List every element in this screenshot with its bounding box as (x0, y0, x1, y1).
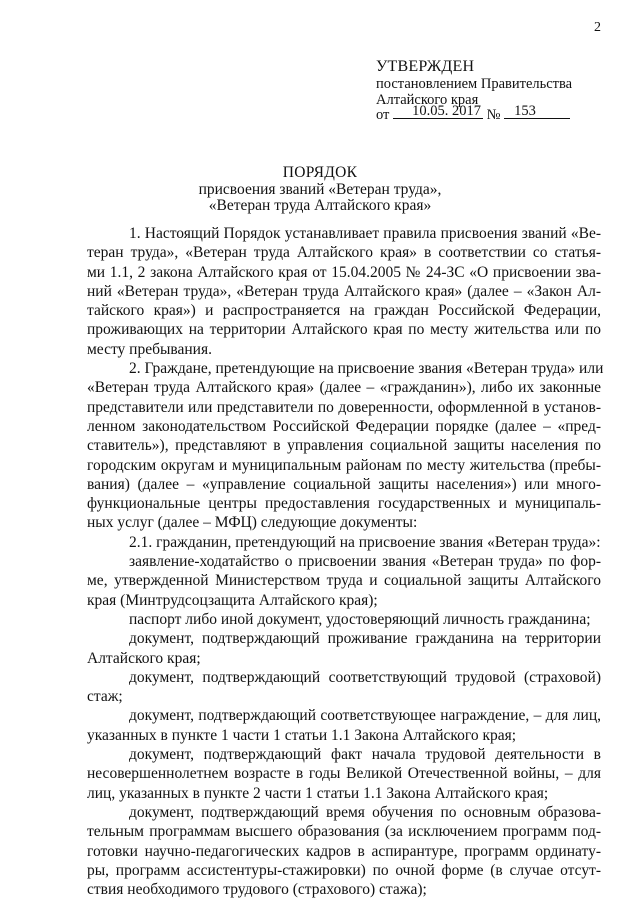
document-title (0, 165, 640, 215)
body-line: ме, утвержденной Министерством труда и социальной защиты Алтайского (87, 572, 601, 590)
body-line: вания) (далее – «управление социальной защиты населения») или много- (87, 475, 601, 493)
body-line: тайского края») и распространяется на граждан Российской Федерации, (87, 302, 601, 320)
body-line: тельным программам высшего образования (за исключением программ под- (87, 823, 601, 841)
body-line: стаж; (87, 688, 123, 706)
body-line: ленном законодательством Российской Федерации порядке (далее – «пред- (87, 417, 601, 435)
body-line: «Ветеран труда Алтайского края» (далее – «гражданин»), либо их законные (87, 379, 601, 397)
body-line: несовершеннолетнем возрасте в годы Великой Отечественной войны, – для (87, 765, 601, 783)
body-line: документ, подтверждающий факт начала трудовой деятельности в (129, 746, 601, 764)
body-line: указанных в пункте 1 части 1 статьи 1.1 Закона Алтайского края; (87, 726, 517, 744)
body-line: 2.1. гражданин, претендующий на присвоение звания «Ветеран труда»: (129, 533, 601, 551)
body-line: ми 1.1, 2 закона Алтайского края от 15.04.2005 № 24-ЗС «О присвоении зва- (87, 263, 601, 281)
body-line: паспорт либо иной документ, удостоверяющий личность гражданина; (129, 610, 591, 628)
body-line: документ, подтверждающий соответствующее награждение, – для лиц, (129, 707, 601, 725)
from-label: от (376, 107, 390, 123)
approval-line-1: постановлением Правительства (376, 76, 573, 92)
title-line-1: присвоения званий «Ветеран труда», (198, 180, 442, 198)
body-line: готовки научно-педагогических кадров в аспирантуре, программ ординату- (87, 842, 601, 860)
approval-stamp: УТВЕРЖДЕН (376, 58, 475, 75)
approval-line-2: Алтайского края (376, 91, 479, 108)
number-label: № (486, 107, 501, 123)
body-line: края (Минтрудсоцзащита Алтайского края); (87, 591, 378, 609)
body-line: функциональные центры предоставления государственных и муниципаль- (87, 495, 601, 513)
body-line: ствия необходимого трудового (страхового) стажа); (87, 881, 427, 899)
body-line: заявление-ходатайство о присвоении звания «Ветеран труда» по фор- (129, 553, 601, 571)
title-line-2: «Ветеран труда Алтайского края» (208, 197, 432, 214)
body-line: документ, подтверждающий проживание гражданина на территории (129, 630, 601, 648)
body-line: проживающих на территории Алтайского края по месту жительства или по (87, 321, 601, 339)
body-line: городским округам и муниципальным районам по месту жительства (пребы- (87, 456, 601, 474)
page-number: 2 (594, 20, 601, 35)
body-line: лиц, указанных в пункте 2 части 1 статьи 1.1 Закона Алтайского края; (87, 784, 549, 802)
approval-block (376, 58, 616, 124)
body-line: месту пребывания. (87, 340, 212, 358)
body-line: ний «Ветеран труда», «Ветеран труда Алтайского края» (далее – «Закон Ал- (87, 282, 601, 300)
body-line: ры, программ ассистентуры-стажировки) по очной форме (в случае отсут- (87, 861, 601, 879)
body-line: документ, подтверждающий соответствующий трудовой (страховой) (129, 668, 601, 686)
approval-date: 10.05. 2017 (393, 104, 483, 119)
document-body (87, 224, 604, 899)
body-line: ставитель»), представляют в управления социальной защиты населения по (87, 437, 601, 455)
approval-date-line (376, 103, 616, 124)
body-line: ных услуг (далее – МФЦ) следующие документы: (87, 514, 418, 532)
body-line: Алтайского края; (87, 649, 201, 667)
body-line: документ, подтверждающий время обучения по основным образова- (129, 803, 601, 821)
body-line: теран труда», «Ветеран труда Алтайского края» в соответствии со статья- (87, 244, 601, 262)
title-heading: ПОРЯДОК (282, 164, 358, 181)
approval-number: 153 (504, 104, 570, 119)
body-line: 2. Граждане, претендующие на присвоение звания «Ветеран труда» или (129, 360, 604, 378)
body-line: представители или представители по доверенности, оформленной в установ- (87, 398, 601, 416)
body-line: 1. Настоящий Порядок устанавливает правила присвоения званий «Ве- (129, 225, 601, 242)
